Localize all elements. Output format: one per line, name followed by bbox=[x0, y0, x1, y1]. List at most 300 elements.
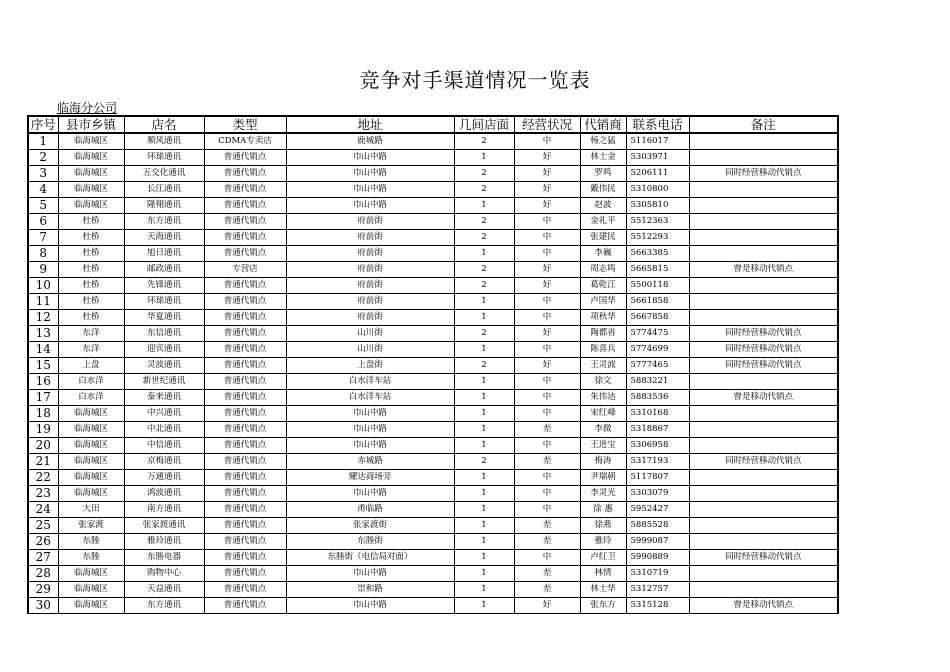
table-cell: 1 bbox=[454, 438, 514, 454]
table-cell: 好 bbox=[514, 166, 580, 182]
table-cell: 杜桥 bbox=[58, 230, 124, 246]
table-cell: 中北通讯 bbox=[124, 422, 204, 438]
table-cell: 普通代销点 bbox=[204, 230, 286, 246]
table-cell bbox=[689, 310, 838, 326]
table-cell: 朱伟达 bbox=[580, 390, 626, 406]
table-cell: 中 bbox=[514, 486, 580, 502]
table-cell: 顺风通讯 bbox=[124, 133, 204, 150]
table-cell bbox=[689, 422, 838, 438]
table-cell: 周志鸣 bbox=[580, 262, 626, 278]
table-cell: 中信通讯 bbox=[124, 438, 204, 454]
table-cell: 5999087 bbox=[626, 534, 689, 550]
table-cell: 张建民 bbox=[580, 230, 626, 246]
table-cell: 同时经营移动代销点 bbox=[689, 342, 838, 358]
table-row bbox=[28, 518, 838, 534]
table-cell: 21 bbox=[28, 454, 58, 470]
table-cell: 临海城区 bbox=[58, 486, 124, 502]
table-cell: 中 bbox=[514, 133, 580, 150]
table-cell: 中 bbox=[514, 438, 580, 454]
table-cell: 18 bbox=[28, 406, 58, 422]
table-cell: 巾山中路 bbox=[286, 166, 454, 182]
table-cell: 2 bbox=[454, 230, 514, 246]
table-cell: 2 bbox=[454, 214, 514, 230]
table-cell: 中 bbox=[514, 374, 580, 390]
table-row bbox=[28, 198, 838, 214]
table-cell: 7 bbox=[28, 230, 58, 246]
table-cell: 金礼平 bbox=[580, 214, 626, 230]
table-cell: 好 bbox=[514, 326, 580, 342]
table-cell: 东塍 bbox=[58, 550, 124, 566]
table-cell: 23 bbox=[28, 486, 58, 502]
table-cell: 徐文 bbox=[580, 374, 626, 390]
table-cell: 6 bbox=[28, 214, 58, 230]
table-cell bbox=[689, 534, 838, 550]
table-cell: 临海城区 bbox=[58, 166, 124, 182]
table-cell: 2 bbox=[454, 358, 514, 374]
table-cell: 2 bbox=[454, 133, 514, 150]
table-cell: 新世纪通讯 bbox=[124, 374, 204, 390]
table-cell: 李灵光 bbox=[580, 486, 626, 502]
table-cell: 长江通讯 bbox=[124, 182, 204, 198]
table-row bbox=[28, 182, 838, 198]
table-cell: 卢红卫 bbox=[580, 550, 626, 566]
table-cell: 临海城区 bbox=[58, 566, 124, 582]
table-cell: 中兴通讯 bbox=[124, 406, 204, 422]
table-cell: 东塍电器 bbox=[124, 550, 204, 566]
table-cell bbox=[689, 133, 838, 150]
table-cell: 5318867 bbox=[626, 422, 689, 438]
table-row bbox=[28, 342, 838, 358]
page-title: 竞争对手渠道情况一览表 bbox=[359, 68, 591, 92]
table-cell: 巾山中路 bbox=[286, 566, 454, 582]
table-cell: 陈喜兵 bbox=[580, 342, 626, 358]
table-cell: 2 bbox=[454, 278, 514, 294]
table-cell: 东塍街 bbox=[286, 534, 454, 550]
table-cell: 东洋 bbox=[58, 342, 124, 358]
table-cell: 中 bbox=[514, 294, 580, 310]
table-cell: 普通代销点 bbox=[204, 374, 286, 390]
table-cell: 4 bbox=[28, 182, 58, 198]
table-cell: 同时经营移动代销点 bbox=[689, 326, 838, 342]
table-cell: 临海城区 bbox=[58, 470, 124, 486]
table-cell: 崇和路 bbox=[286, 582, 454, 598]
table-cell: 普通代销点 bbox=[204, 486, 286, 502]
table-cell: 1 bbox=[454, 198, 514, 214]
table-cell: 临海城区 bbox=[58, 422, 124, 438]
table-cell bbox=[689, 198, 838, 214]
table-cell bbox=[689, 406, 838, 422]
table-cell: 普通代销点 bbox=[204, 278, 286, 294]
table-cell: 26 bbox=[28, 534, 58, 550]
table-cell: 中 bbox=[514, 246, 580, 262]
table-cell: 徐 惠 bbox=[580, 502, 626, 518]
table-cell bbox=[689, 150, 838, 166]
table-cell bbox=[689, 182, 838, 198]
table-cell: 5117807 bbox=[626, 470, 689, 486]
table-cell: 5317193 bbox=[626, 454, 689, 470]
table-cell: 5661858 bbox=[626, 294, 689, 310]
table-cell: 24 bbox=[28, 502, 58, 518]
table-cell: 5303971 bbox=[626, 150, 689, 166]
table-cell: 普通代销点 bbox=[204, 166, 286, 182]
table-cell: 19 bbox=[28, 422, 58, 438]
table-cell: 普通代销点 bbox=[204, 566, 286, 582]
table-cell: 迎宾通讯 bbox=[124, 342, 204, 358]
table-cell: 28 bbox=[28, 566, 58, 582]
table-cell: 1 bbox=[454, 534, 514, 550]
column-header: 序号 bbox=[28, 116, 58, 133]
table-cell: 5310800 bbox=[626, 182, 689, 198]
table-cell: 巾山中路 bbox=[286, 422, 454, 438]
table-cell: 专营店 bbox=[204, 262, 286, 278]
table-cell: 5990889 bbox=[626, 550, 689, 566]
table-cell: 中 bbox=[514, 550, 580, 566]
column-header: 备注 bbox=[689, 116, 838, 133]
table-row bbox=[28, 502, 838, 518]
table-cell: CDMA专卖店 bbox=[204, 133, 286, 150]
table-cell: 京梅通讯 bbox=[124, 454, 204, 470]
table-cell: 5774475 bbox=[626, 326, 689, 342]
table-cell: 白水洋 bbox=[58, 374, 124, 390]
table-cell: 白水洋 bbox=[58, 390, 124, 406]
table-cell: 王进宝 bbox=[580, 438, 626, 454]
table-cell: 天益通讯 bbox=[124, 582, 204, 598]
table-cell: 好 bbox=[514, 182, 580, 198]
table-cell: 山川街 bbox=[286, 326, 454, 342]
table-cell: 府前街 bbox=[286, 214, 454, 230]
table-cell: 鹿城路 bbox=[286, 133, 454, 150]
table-cell: 1 bbox=[454, 294, 514, 310]
table-cell: 府前街 bbox=[286, 262, 454, 278]
table-cell: 南方通讯 bbox=[124, 502, 204, 518]
table-cell: 杜桥 bbox=[58, 214, 124, 230]
table-row bbox=[28, 310, 838, 326]
table-row bbox=[28, 566, 838, 582]
table-cell: 山川街 bbox=[286, 342, 454, 358]
column-header: 地址 bbox=[286, 116, 454, 133]
table-cell: 1 bbox=[454, 422, 514, 438]
competitor-table bbox=[27, 115, 839, 614]
table-row bbox=[28, 438, 838, 454]
table-cell: 张家渡街 bbox=[286, 518, 454, 534]
table-cell: 1 bbox=[28, 133, 58, 150]
table-cell: 巾山中路 bbox=[286, 406, 454, 422]
table-cell: 临海城区 bbox=[58, 406, 124, 422]
table-cell: 上盘 bbox=[58, 358, 124, 374]
table-cell: 林情 bbox=[580, 566, 626, 582]
table-cell: 环球通讯 bbox=[124, 294, 204, 310]
table-cell: 差 bbox=[514, 582, 580, 598]
table-cell: 1 bbox=[454, 342, 514, 358]
table-cell: 戴伟民 bbox=[580, 182, 626, 198]
table-row bbox=[28, 406, 838, 422]
table-cell: 普通代销点 bbox=[204, 246, 286, 262]
table-cell: 15 bbox=[28, 358, 58, 374]
table-cell: 5667858 bbox=[626, 310, 689, 326]
table-cell: 普通代销点 bbox=[204, 294, 286, 310]
table-cell: 5952427 bbox=[626, 502, 689, 518]
table-cell: 杜桥 bbox=[58, 294, 124, 310]
table-cell: 巾山中路 bbox=[286, 486, 454, 502]
table-cell: 1 bbox=[454, 550, 514, 566]
table-cell: 30 bbox=[28, 598, 58, 614]
column-header: 类型 bbox=[204, 116, 286, 133]
table-cell: 5663385 bbox=[626, 246, 689, 262]
table-cell: 府前街 bbox=[286, 294, 454, 310]
table-cell: 1 bbox=[454, 470, 514, 486]
table-cell: 东塍街（电信局对面） bbox=[286, 550, 454, 566]
table-row bbox=[28, 214, 838, 230]
table-cell: 赤城路 bbox=[286, 454, 454, 470]
table-row bbox=[28, 486, 838, 502]
table-cell: 雅玲通讯 bbox=[124, 534, 204, 550]
table-cell bbox=[689, 582, 838, 598]
table-cell: 5774699 bbox=[626, 342, 689, 358]
table-cell: 1 bbox=[454, 310, 514, 326]
table-cell: 杜桥 bbox=[58, 246, 124, 262]
table-cell: 12 bbox=[28, 310, 58, 326]
table-cell: 东洋 bbox=[58, 326, 124, 342]
table-cell: 临海城区 bbox=[58, 150, 124, 166]
table-cell: 1 bbox=[454, 582, 514, 598]
table-cell: 灵波通讯 bbox=[124, 358, 204, 374]
table-cell: 好 bbox=[514, 598, 580, 614]
table-cell: 张家渡通讯 bbox=[124, 518, 204, 534]
table-cell: 1 bbox=[454, 246, 514, 262]
table-cell: 1 bbox=[454, 406, 514, 422]
table-cell: 林士华 bbox=[580, 582, 626, 598]
table-row bbox=[28, 598, 838, 614]
table-cell: 普通代销点 bbox=[204, 534, 286, 550]
table-cell: 10 bbox=[28, 278, 58, 294]
table-cell: 8 bbox=[28, 246, 58, 262]
table-cell: 同时经营移动代销点 bbox=[689, 358, 838, 374]
table-cell: 普通代销点 bbox=[204, 214, 286, 230]
table-cell: 葛乾江 bbox=[580, 278, 626, 294]
table-cell: 普通代销点 bbox=[204, 550, 286, 566]
table-cell: 2 bbox=[454, 454, 514, 470]
table-cell: 11 bbox=[28, 294, 58, 310]
table-cell: 张家渡 bbox=[58, 518, 124, 534]
table-cell: 5315128 bbox=[626, 598, 689, 614]
table-row bbox=[28, 326, 838, 342]
table-cell: 临海城区 bbox=[58, 582, 124, 598]
table-cell: 五交化通讯 bbox=[124, 166, 204, 182]
table-cell: 杜桥 bbox=[58, 262, 124, 278]
table-cell: 中 bbox=[514, 310, 580, 326]
table-cell: 差 bbox=[514, 454, 580, 470]
table-row bbox=[28, 230, 838, 246]
table-cell: 巾山中路 bbox=[286, 438, 454, 454]
table-cell: 1 bbox=[454, 486, 514, 502]
table-cell: 东方通讯 bbox=[124, 214, 204, 230]
table-cell: 5310168 bbox=[626, 406, 689, 422]
table-cell: 巾山中路 bbox=[286, 150, 454, 166]
table-cell: 好 bbox=[514, 262, 580, 278]
table-cell: 宋红峰 bbox=[580, 406, 626, 422]
table-cell: 大田 bbox=[58, 502, 124, 518]
table-cell: 普通代销点 bbox=[204, 358, 286, 374]
table-cell: 普通代销点 bbox=[204, 582, 286, 598]
table-cell: 林士金 bbox=[580, 150, 626, 166]
table-cell: 李微 bbox=[580, 422, 626, 438]
table-cell: 1 bbox=[454, 390, 514, 406]
table-cell: 张东方 bbox=[580, 598, 626, 614]
table-cell: 5512363 bbox=[626, 214, 689, 230]
table-cell: 临海城区 bbox=[58, 438, 124, 454]
table-cell bbox=[689, 486, 838, 502]
table-cell: 中 bbox=[514, 214, 580, 230]
table-cell: 白水洋车站 bbox=[286, 374, 454, 390]
table-cell: 普通代销点 bbox=[204, 150, 286, 166]
table-cell: 梅涛 bbox=[580, 454, 626, 470]
table-cell: 隆翔通讯 bbox=[124, 198, 204, 214]
table-cell: 巾山中路 bbox=[286, 598, 454, 614]
table-cell: 李巍 bbox=[580, 246, 626, 262]
table-cell: 1 bbox=[454, 598, 514, 614]
table-cell: 天海通讯 bbox=[124, 230, 204, 246]
table-cell: 差 bbox=[514, 566, 580, 582]
table-cell: 甬临路 bbox=[286, 502, 454, 518]
table-cell: 1 bbox=[454, 374, 514, 390]
table-cell: 尹瑞朝 bbox=[580, 470, 626, 486]
table-cell: 2 bbox=[454, 182, 514, 198]
table-cell: 同时经营移动代销点 bbox=[689, 166, 838, 182]
table-cell: 普通代销点 bbox=[204, 342, 286, 358]
table-cell bbox=[689, 278, 838, 294]
table-cell: 鸿波通讯 bbox=[124, 486, 204, 502]
table-row bbox=[28, 390, 838, 406]
table-row bbox=[28, 262, 838, 278]
table-cell: 同时经营移动代销点 bbox=[689, 550, 838, 566]
table-cell: 府前街 bbox=[286, 310, 454, 326]
table-row bbox=[28, 133, 838, 150]
table-row bbox=[28, 294, 838, 310]
table-cell: 5885528 bbox=[626, 518, 689, 534]
table-cell: 2 bbox=[28, 150, 58, 166]
table-cell: 中 bbox=[514, 406, 580, 422]
table-cell: 3 bbox=[28, 166, 58, 182]
table-row bbox=[28, 374, 838, 390]
table-cell: 5883221 bbox=[626, 374, 689, 390]
table-cell bbox=[689, 294, 838, 310]
table-cell: 2 bbox=[454, 262, 514, 278]
table-cell: 购物中心 bbox=[124, 566, 204, 582]
table-cell: 上盘街 bbox=[286, 358, 454, 374]
table-cell: 中 bbox=[514, 342, 580, 358]
table-cell: 17 bbox=[28, 390, 58, 406]
table-cell: 普通代销点 bbox=[204, 406, 286, 422]
table-cell: 好 bbox=[514, 198, 580, 214]
table-cell: 徐燕 bbox=[580, 518, 626, 534]
table-cell: 5206111 bbox=[626, 166, 689, 182]
table-cell: 9 bbox=[28, 262, 58, 278]
table-cell: 普通代销点 bbox=[204, 326, 286, 342]
table-cell bbox=[689, 246, 838, 262]
table-cell: 普通代销点 bbox=[204, 390, 286, 406]
column-header: 几间店面 bbox=[454, 116, 514, 133]
table-cell: 中 bbox=[514, 390, 580, 406]
column-header: 代销商 bbox=[580, 116, 626, 133]
table-cell: 巾山中路 bbox=[286, 182, 454, 198]
table-cell: 5116017 bbox=[626, 133, 689, 150]
table-cell: 5512293 bbox=[626, 230, 689, 246]
table-cell: 普通代销点 bbox=[204, 502, 286, 518]
table-cell bbox=[689, 566, 838, 582]
table-cell: 普通代销点 bbox=[204, 598, 286, 614]
table-cell: 罗鸣 bbox=[580, 166, 626, 182]
table-cell: 5 bbox=[28, 198, 58, 214]
table-cell: 王灵波 bbox=[580, 358, 626, 374]
table-cell: 1 bbox=[454, 518, 514, 534]
table-cell: 府前街 bbox=[286, 246, 454, 262]
table-cell: 16 bbox=[28, 374, 58, 390]
table-cell: 陶都省 bbox=[580, 326, 626, 342]
table-cell: 5500118 bbox=[626, 278, 689, 294]
table-cell: 东塍 bbox=[58, 534, 124, 550]
table-cell: 东信通讯 bbox=[124, 326, 204, 342]
table-cell: 好 bbox=[514, 278, 580, 294]
table-row bbox=[28, 582, 838, 598]
table-cell: 耀达商场旁 bbox=[286, 470, 454, 486]
table-cell bbox=[689, 374, 838, 390]
table-cell: 东方通讯 bbox=[124, 598, 204, 614]
table-cell: 5306958 bbox=[626, 438, 689, 454]
table-cell: 同时经营移动代销点 bbox=[689, 454, 838, 470]
table-cell: 邮政通讯 bbox=[124, 262, 204, 278]
table-row bbox=[28, 150, 838, 166]
table-cell: 临海城区 bbox=[58, 598, 124, 614]
table-cell: 曾是移动代销点 bbox=[689, 390, 838, 406]
table-cell: 普通代销点 bbox=[204, 198, 286, 214]
column-header: 县市乡镇 bbox=[58, 116, 124, 133]
table-cell: 环球通讯 bbox=[124, 150, 204, 166]
table-cell: 曾是移动代销点 bbox=[689, 598, 838, 614]
table-cell: 先锋通讯 bbox=[124, 278, 204, 294]
table-cell: 27 bbox=[28, 550, 58, 566]
table-cell: 5777465 bbox=[626, 358, 689, 374]
table-cell: 5305810 bbox=[626, 198, 689, 214]
table-cell: 普通代销点 bbox=[204, 438, 286, 454]
table-cell: 好 bbox=[514, 150, 580, 166]
table-cell: 14 bbox=[28, 342, 58, 358]
table-cell: 万通通讯 bbox=[124, 470, 204, 486]
table-cell: 临海城区 bbox=[58, 133, 124, 150]
table-cell: 曾是移动代销点 bbox=[689, 262, 838, 278]
table-cell: 5310719 bbox=[626, 566, 689, 582]
table-cell: 1 bbox=[454, 150, 514, 166]
table-cell: 5665815 bbox=[626, 262, 689, 278]
table-cell: 差 bbox=[514, 518, 580, 534]
table-cell bbox=[689, 438, 838, 454]
table-row bbox=[28, 358, 838, 374]
branch-label: 临海分公司 bbox=[57, 101, 118, 115]
table-cell: 项秋华 bbox=[580, 310, 626, 326]
table-cell: 中 bbox=[514, 470, 580, 486]
table-cell: 普通代销点 bbox=[204, 422, 286, 438]
table-cell: 25 bbox=[28, 518, 58, 534]
table-cell: 1 bbox=[454, 566, 514, 582]
table-cell: 普通代销点 bbox=[204, 310, 286, 326]
table-row bbox=[28, 534, 838, 550]
column-header: 经营状况 bbox=[514, 116, 580, 133]
table-cell: 卢国华 bbox=[580, 294, 626, 310]
table-cell: 中 bbox=[514, 230, 580, 246]
table-cell: 5312757 bbox=[626, 582, 689, 598]
table-cell: 普通代销点 bbox=[204, 518, 286, 534]
column-header: 店名 bbox=[124, 116, 204, 133]
column-header: 联系电话 bbox=[626, 116, 689, 133]
